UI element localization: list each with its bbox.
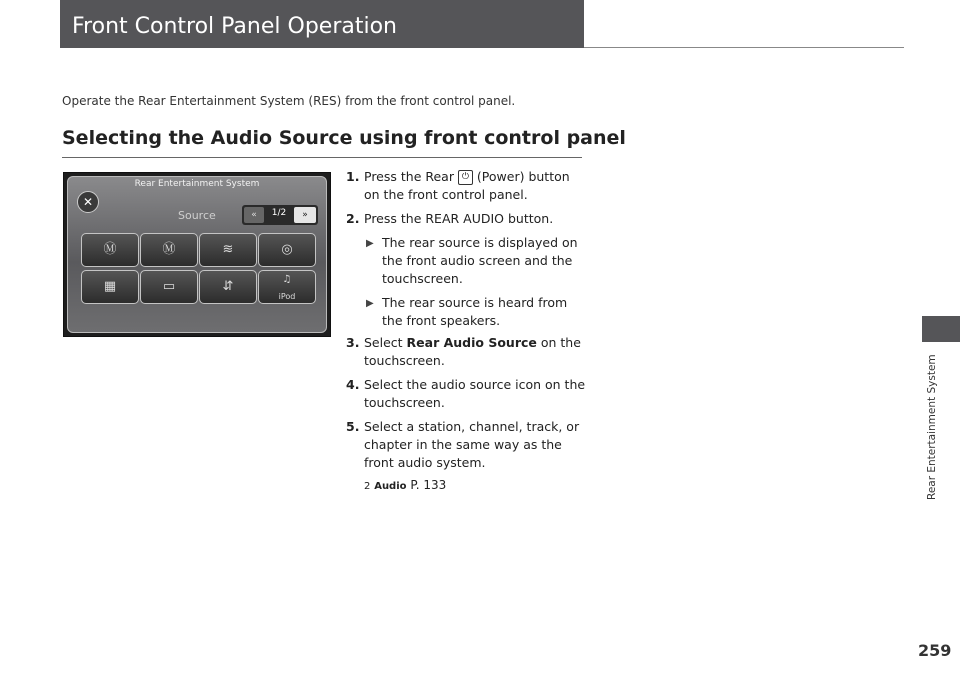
satellite-radio-icon: ≋ <box>222 242 234 257</box>
step-text: Press the Rear <box>364 169 458 184</box>
ipod-icon: ♫ <box>282 274 292 285</box>
page-number: 259 <box>918 641 952 660</box>
am-radio-icon: Ⓜ <box>103 242 117 257</box>
step-4 <box>346 376 586 412</box>
step-list <box>346 168 586 502</box>
ipod-label: iPod <box>278 292 296 301</box>
hdd-icon: ▭ <box>162 279 176 294</box>
step-number: 2. <box>346 211 360 226</box>
prev-page-icon[interactable]: « <box>244 207 264 223</box>
reference-icon: 2 <box>364 481 371 492</box>
step-number: 3. <box>346 335 360 350</box>
page-indicator: 1/2 <box>271 208 287 218</box>
source-tile-dvd[interactable] <box>81 270 139 304</box>
step-3 <box>346 334 586 370</box>
dvd-icon: ▦ <box>103 279 117 294</box>
source-tile-disc[interactable] <box>258 233 316 267</box>
page-selector <box>242 205 318 225</box>
arrow-right-icon: ▶ <box>366 238 374 249</box>
step-5 <box>346 418 586 496</box>
screen-screenshot <box>63 172 331 337</box>
reference-label: Audio <box>374 481 407 492</box>
chapter-tab <box>922 316 960 342</box>
source-label: Source <box>178 209 216 222</box>
screen-panel <box>67 176 327 333</box>
step-number: 5. <box>346 419 360 434</box>
reference-page: P. 133 <box>410 478 447 492</box>
step-text: Select <box>364 335 407 350</box>
disc-icon: ◎ <box>281 242 293 257</box>
source-tile-usb[interactable] <box>199 270 257 304</box>
source-tile-hdd[interactable] <box>140 270 198 304</box>
step-text: Select the audio source icon on the touchscreen. <box>364 377 586 410</box>
section-heading: Selecting the Audio Source using front control panel <box>62 127 626 149</box>
step-1 <box>346 168 586 204</box>
cross-reference[interactable] <box>364 476 586 496</box>
power-icon: ⏻ <box>458 170 473 185</box>
title-rule <box>584 47 904 48</box>
section-rule <box>62 157 582 158</box>
step-text: (Power) button on the front control panel. <box>364 169 570 202</box>
close-icon[interactable]: ✕ <box>77 191 99 213</box>
fm-radio-icon: Ⓜ <box>162 242 176 257</box>
step-text: Select a station, channel, track, or chapter in the same way as the front audio system. <box>364 419 580 470</box>
step-2 <box>346 210 586 228</box>
source-tile-fm[interactable] <box>140 233 198 267</box>
step-number: 4. <box>346 377 360 392</box>
result-text: The rear source is heard from the front speakers. <box>382 295 568 328</box>
page-title: Front Control Panel Operation <box>72 14 397 39</box>
screen-title: Rear Entertainment System <box>134 179 260 189</box>
usb-icon: ⇵ <box>222 279 234 294</box>
step-result <box>346 234 586 288</box>
step-result <box>346 294 586 330</box>
intro-text: Operate the Rear Entertainment System (RES) from the front control panel. <box>62 94 516 108</box>
result-text: The rear source is displayed on the front audio screen and the touchscreen. <box>382 235 578 286</box>
step-text: on the touchscreen. <box>364 335 581 368</box>
step-text: Press the REAR AUDIO button. <box>364 211 554 226</box>
next-page-icon[interactable]: » <box>294 207 316 223</box>
step-number: 1. <box>346 169 360 184</box>
arrow-right-icon: ▶ <box>366 298 374 309</box>
step-emphasis: Rear Audio Source <box>406 335 537 350</box>
source-tile-am[interactable] <box>81 233 139 267</box>
chapter-label: Rear Entertainment System <box>926 354 938 500</box>
source-tile-ipod[interactable] <box>258 270 316 304</box>
source-tile-xm[interactable] <box>199 233 257 267</box>
